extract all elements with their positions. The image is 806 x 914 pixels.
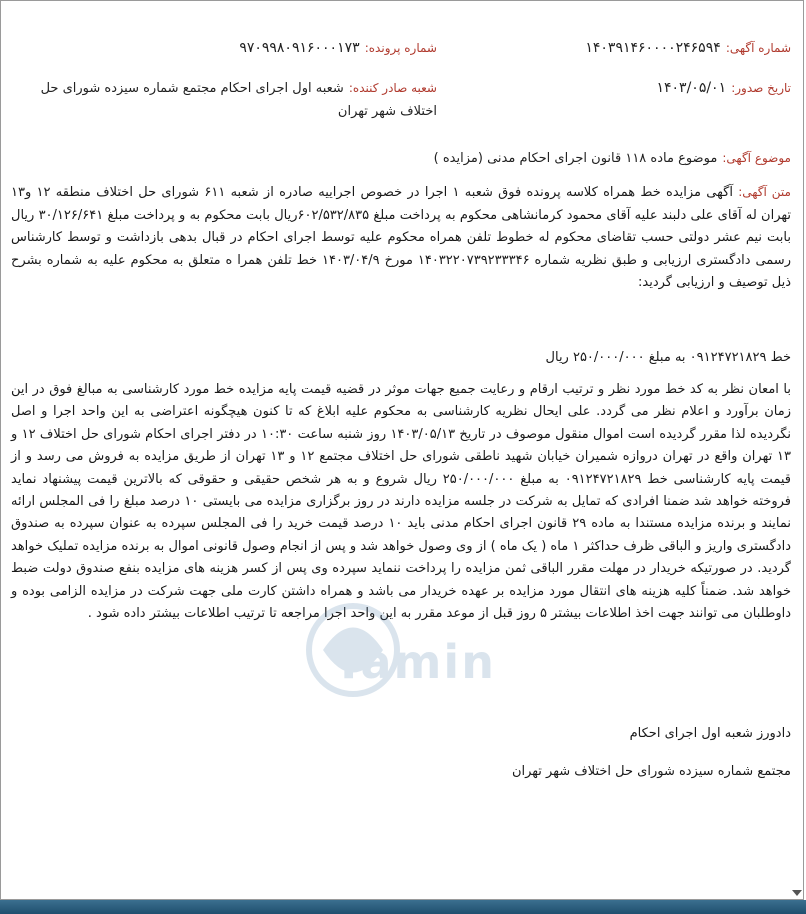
- signature-line-2: مجتمع شماره سیزده شورای حل اختلاف شهر تهران: [511, 764, 791, 779]
- notice-body: [11, 181, 791, 295]
- notice-number-row: [585, 37, 791, 56]
- price-line: خط ۰۹۱۲۴۷۲۱۸۲۹ به مبلغ ۲۵۰/۰۰۰/۰۰۰ ریال: [545, 350, 791, 365]
- subject-label: موضوع آگهی:: [722, 151, 791, 165]
- body-text: آگهی مزایده خط همراه کلاسه پرونده فوق شعبه ۱ اجرا در خصوص اجراییه صادره از شعبه ۶۱۱ شورای حل اختلاف منطقه ۱۲ و۱۳ تهران له آقای علی دلبند علیه آقای محمود کرمانشاهی محکوم به پرداخت مبلغ ۶۰۲/۵۳۲/۸۳۵ریال بابت محکوم به و پرداخت مبلغ ۳۰/۱۲۶/۶۴۱ ریال بابت نیم عشر دولتی حسب تقاضای محکوم له خطوط تلفن همراه محکوم علیه توسط اجرای احکام در قبال بدهی بازداشت و توسط کارشناس رسمی دادگستری ارزیابی و طبق نظریه شماره ۱۴۰۳۲۲۰۷۳۹۲۳۳۳۴۶ مورخ ۱۴۰۳/۰۴/۹ خط تلفن همرا ه متعلق به محکوم علیه به شماره بشرح ذیل توصیف و ارزیابی گردید:: [11, 185, 791, 291]
- notice-number-value: ۱۴۰۳۹۱۴۶۰۰۰۰۲۴۶۵۹۴: [585, 40, 721, 56]
- subject-row: [434, 147, 791, 166]
- issue-date-row: [657, 77, 792, 96]
- issue-date-value: ۱۴۰۳/۰۵/۰۱: [656, 80, 727, 96]
- window-bottom-bar: [0, 900, 806, 914]
- notice-number-label: شماره آگهی:: [725, 41, 791, 55]
- file-number-row: [239, 37, 437, 56]
- issuing-branch-label: شعبه صادر کننده:: [348, 81, 437, 95]
- file-number-label: شماره پرونده:: [364, 41, 437, 55]
- body-label: متن آگهی:: [738, 185, 791, 199]
- scroll-down-icon[interactable]: [792, 890, 802, 896]
- signature-line-1: دادورز شعبه اول اجرای احکام: [629, 726, 791, 741]
- issue-date-label: تاریخ صدور:: [731, 81, 791, 95]
- issuing-branch-value: شعبه اول اجرای احکام مجتمع شماره سیزده شورای حل اختلاف شهر تهران: [40, 81, 437, 119]
- file-number-value: ۹۷۰۹۹۸۰۹۱۶۰۰۰۱۷۳: [239, 40, 360, 56]
- auction-terms-paragraph: با امعان نظر به کد خط مورد نظر و ترتیب ارقام و رعایت جمیع جهات موثر در قضیه قیمت پایه مزایده خط مورد کارشناسی به مبالغ فوق در این زمان برآورد و اعلام نظر می گردد. علی ایحال نظریه کارشناسی به محکوم علیه ابلاغ که تا کنون هیچگونه اعتراضی به این واحد اجرا و اصل نگردیده لذا مقرر گردیده است اموال منقول موصوف در تاریخ ۱۴۰۳/۰۵/۱۳ روز شنبه ساعت ۱۰:۳۰ در دفتر اجرای احکام شورای حل اختلاف ۱۲ و ۱۳ تهران واقع در تهران دروازه شمیران خیابان شهید ناطقی شورای حل اختلاف مجتمع ۱۲ و ۱۳ تهران از طریق مزایده به فروش می رسد و از قیمت پایه کارشناسی خط ۰۹۱۲۴۷۲۱۸۲۹ به مبلغ ۲۵۰/۰۰۰/۰۰۰ ریال شروع و به هر شخص حقیقی و حقوقی که بالاترین قیمت پیشنهاد نماید فروخته خواهد شد ضمنا افرادی که تمایل به شرکت در جلسه مزایده دارند در روز برگزاری مزایده می بایستی ۱۰ درصد مبلغ را فی المجلس ارائه نمایند و برنده مزایده مستندا به ماده ۲۹ قانون اجرای احکام مدنی باید ۱۰ درصد قیمت خرید را فی المجلس سپرده به عنوان سپرده به صندوق دادگستری واریز و الباقی ظرف حداکثر ۱ ماه ( یک ماه ) از وی وصول خواهد شد و پس از انجام وصول قانونی اموال به برنده مزایده تملیک خواهد گردید. در صورتیکه خریدار در مهلت مقرر الباقی ثمن مزایده را پرداخت ننماید سپرده وی پس از کسر هزینه های مزایده بنفع صندوق دولت ضبط خواهد شد. ضمناً کلیه هزینه های انتقال مورد مزایده بر عهده خریدار می باشد و همراه داشتن کارت ملی جهت شرکت در مزایده الزامی بوده و داوطلبان می توانند جهت اخذ اطلاعات بیشتر ۵ روز قبل از موعد مقرر به این واحد اجرا مراجعه تا ترتیب اطلاعات بیشتر داده شود .: [11, 382, 792, 622]
- subject-value: موضوع ماده ۱۱۸ قانون اجرای احکام مدنی (مزایده ): [433, 151, 718, 166]
- issuing-branch-row: [7, 77, 437, 123]
- watermark-text: Tamin: [333, 635, 496, 689]
